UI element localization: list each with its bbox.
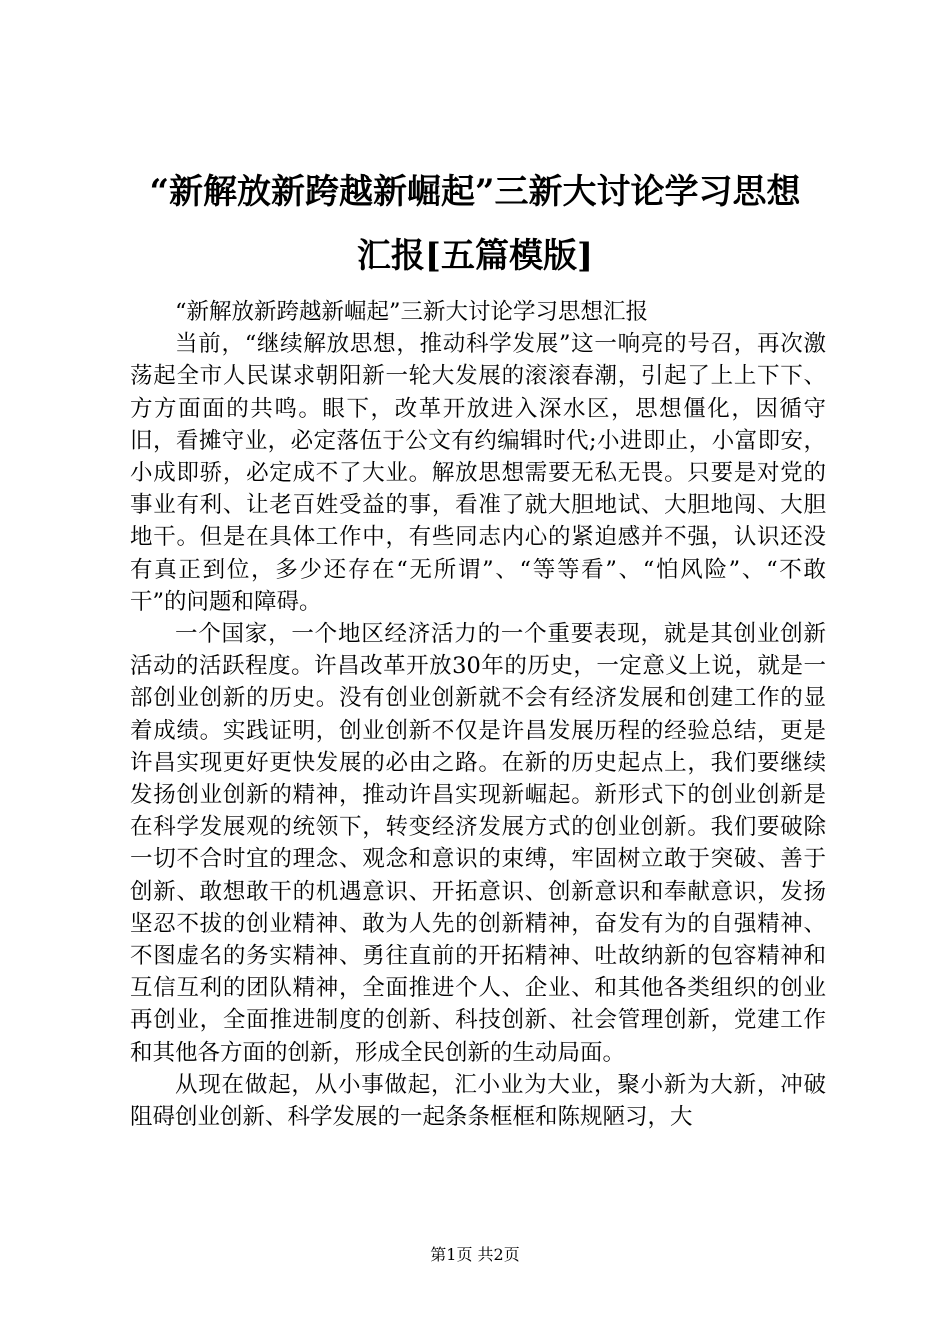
paragraph: 从现在做起，从小事做起，汇小业为大业，聚小新为大新，冲破阻碍创业创新、科学发展的一起条条框框和陈规陋习，大 bbox=[130, 1071, 826, 1131]
paragraph: 一个国家，一个地区经济活力的一个重要表现，就是其创业创新活动的活跃程度。许昌改革开放30年的历史，一定意义上说，就是一部创业创新的历史。没有创业创新就不会有经济发展和创建工作的显着成绩。实践证明，创业创新不仅是许昌发展历程的经验总结，更是许昌实现更好更快发展的必由之路。在新的历史起点上，我们要继续发扬创业创新的精神，推动许昌实现新崛起。新形式下的创业创新是在科学发展观的统领下，转变经济发展方式的创业创新。我们要破除一切不合时宜的理念、观念和意识的束缚，牢固树立敢于突破、善于创新、敢想敢干的机遇意识、开拓意识、创新意识和奉献意识，发扬坚忍不拔的创业精神、敢为人先的创新精神，奋发有为的自强精神、不图虚名的务实精神、勇往直前的开拓精神、吐故纳新的包容精神和互信互利的团队精神，全面推进个人、企业、和其他各类组织的创业再创业，全面推进制度的创新、科技创新、社会管理创新，党建工作和其他各方面的创新，形成全民创新的生动局面。 bbox=[130, 621, 826, 1066]
title-line-2: 汇报[五篇模版] bbox=[356, 236, 594, 276]
page-footer: 第1页 共2页 bbox=[430, 1245, 520, 1264]
document-title bbox=[100, 160, 850, 288]
paragraph: 当前，“继续解放思想，推动科学发展”这一响亮的号召，再次激荡起全市人民谋求朝阳新一轮大发展的滚滚春潮，引起了上上下下、方方面面的共鸣。眼下，改革开放进入深水区，思想僵化，因循守旧，看摊守业，必定落伍于公文有约编辑时代;小进即止，小富即安，小成即骄，必定成不了大业。解放思想需要无私无畏。只要是对党的事业有利、让老百姓受益的事，看准了就大胆地试、大胆地闯、大胆地干。但是在具体工作中，有些同志内心的紧迫感并不强，认识还没有真正到位，多少还存在“无所谓”、“等等看”、“怕风险”、“不敢干”的问题和障碍。 bbox=[130, 331, 826, 615]
title-line-1: “新解放新跨越新崛起”三新大讨论学习思想 bbox=[149, 172, 801, 212]
document-body bbox=[130, 296, 826, 1133]
paragraph-subtitle: “新解放新跨越新崛起”三新大讨论学习思想汇报 bbox=[175, 299, 649, 325]
